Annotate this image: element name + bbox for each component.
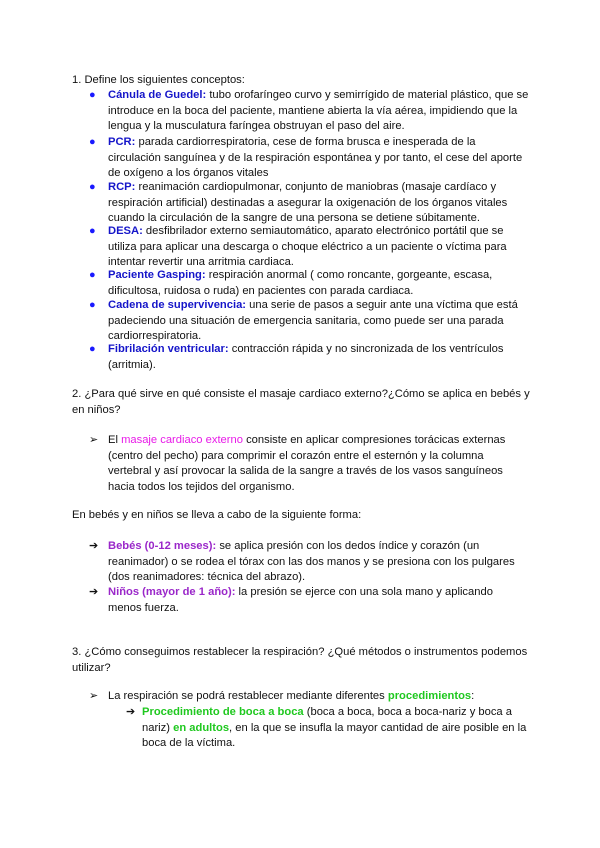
definition-item [89,224,529,271]
term: Procedimiento de boca a boca [142,706,304,718]
bullet-icon: ● [89,269,96,281]
definition-item [89,88,529,135]
definition: respiración anormal ( como roncante, gorgeante, escasa, dificultosa, ruidosa o ruda) en pacientes con parada cardiaca. [108,269,493,297]
definition: tubo orofaríngeo curvo y semirrígido de material plástico, que se introduce en la boca del paciente, mantiene abierta la vía aérea, impidiendo que la lengua y la musculatura faríngea obstruyan el paso del aire. [108,89,529,133]
term: Fibrilación ventricular: [108,343,229,355]
definition: una serie de pasos a seguir ante una víctima que está padeciendo una situación de emergencia sanitaria, como puede ser una parada cardiorrespiratoria. [108,299,518,343]
definition-item [89,180,529,227]
highlighted-term: masaje cardiaco externo [121,434,243,446]
definition: parada cardiorrespiratoria, cese de forma brusca e inesperada de la circulación sanguínea y de la respiración espontánea y por tanto, el cese del aporte de oxígeno a los órganos vitales [108,136,523,180]
term: Cánula de Guedel: [108,89,207,101]
term: DESA: [108,225,143,237]
definition-item [89,342,529,373]
bullet-icon: ● [89,299,96,311]
arrow-bullet-icon: ➢ [89,690,99,702]
highlighted-term: procedimientos [387,690,472,702]
arrow-bullet-icon: ➢ [89,434,99,446]
definition: contracción rápida y no sincronizada de los ventrículos (arritmia). [108,343,504,371]
term: Paciente Gasping: [108,269,206,281]
bullet-icon: ● [89,89,96,101]
definition-item [89,268,529,299]
term: RCP: [108,181,136,193]
definition: reanimación cardiopulmonar, conjunto de maniobras (masaje cardíaco y respiración artificial) destinadas a asegurar la oxigenación de los órganos vitales cuando la circulación de la sangre de una persona se detiene súbitamente. [108,181,508,225]
definition-item [89,135,529,182]
paragraph: En bebés y en niños se lleva a cabo de la siguiente forma: [72,509,362,521]
bullet-icon: ● [89,181,96,193]
definition-item [89,298,529,345]
bullet-icon: ● [89,136,96,148]
arrow-icon: ➔ [89,540,99,552]
definition: desfibrilador externo semiautomático, aparato electrónico portátil que se utiliza para aplicar una descarga o choque eléctrico a un paciente o víctima para intentar revertir una arritmia cardiaca. [108,225,507,269]
term: Bebés (0-12 meses): [108,540,217,552]
list-item: ➢ La respiración se podrá restablecer mediante diferentes procedimientos: [89,689,529,705]
term: Niños (mayor de 1 año): [108,586,236,598]
list-item: ➔ Niños (mayor de 1 año): la presión se ejerce con una sola mano y aplicando menos fuerza. [89,586,493,614]
question-1-heading: 1. Define los siguientes conceptos: [72,74,245,86]
bullet-icon: ● [89,225,96,237]
sub-list-item: ➔ Procedimiento de boca a boca (boca a boca, boca a boca-nariz y boca a nariz) en adultos, en la que se insufla la mayor cantidad de aire posible en la boca de la víctima. [126,706,527,750]
definition-paragraph: ➢ El masaje cardiaco externo consiste en aplicar compresiones torácicas externas (centro del pecho) para comprimir el corazón entre el esternón y la columna vertebral y así provocar la salida de la sangre a través de los vasos sanguíneos hacia todos los tejidos del organismo. [89,434,506,493]
arrow-icon: ➔ [126,706,136,718]
question-3-heading: 3. ¿Cómo conseguimos restablecer la respiración? ¿Qué métodos o instrumentos podemos utilizar? [72,646,528,674]
list-item: ➔ Bebés (0-12 meses): se aplica presión con los dedos índice y corazón (un reanimador) o se rodea el tórax con las dos manos y se presiona con los pulgares (dos reanimadores: técnica del abrazo). [89,540,515,584]
term: en adultos [173,721,230,734]
bullet-icon: ● [89,343,96,355]
arrow-icon: ➔ [89,586,99,598]
term: PCR: [108,136,136,148]
question-2-heading: 2. ¿Para qué sirve en qué consiste el masaje cardiaco externo?¿Cómo se aplica en bebés y en niños? [72,388,530,416]
term: Cadena de supervivencia: [108,299,247,311]
